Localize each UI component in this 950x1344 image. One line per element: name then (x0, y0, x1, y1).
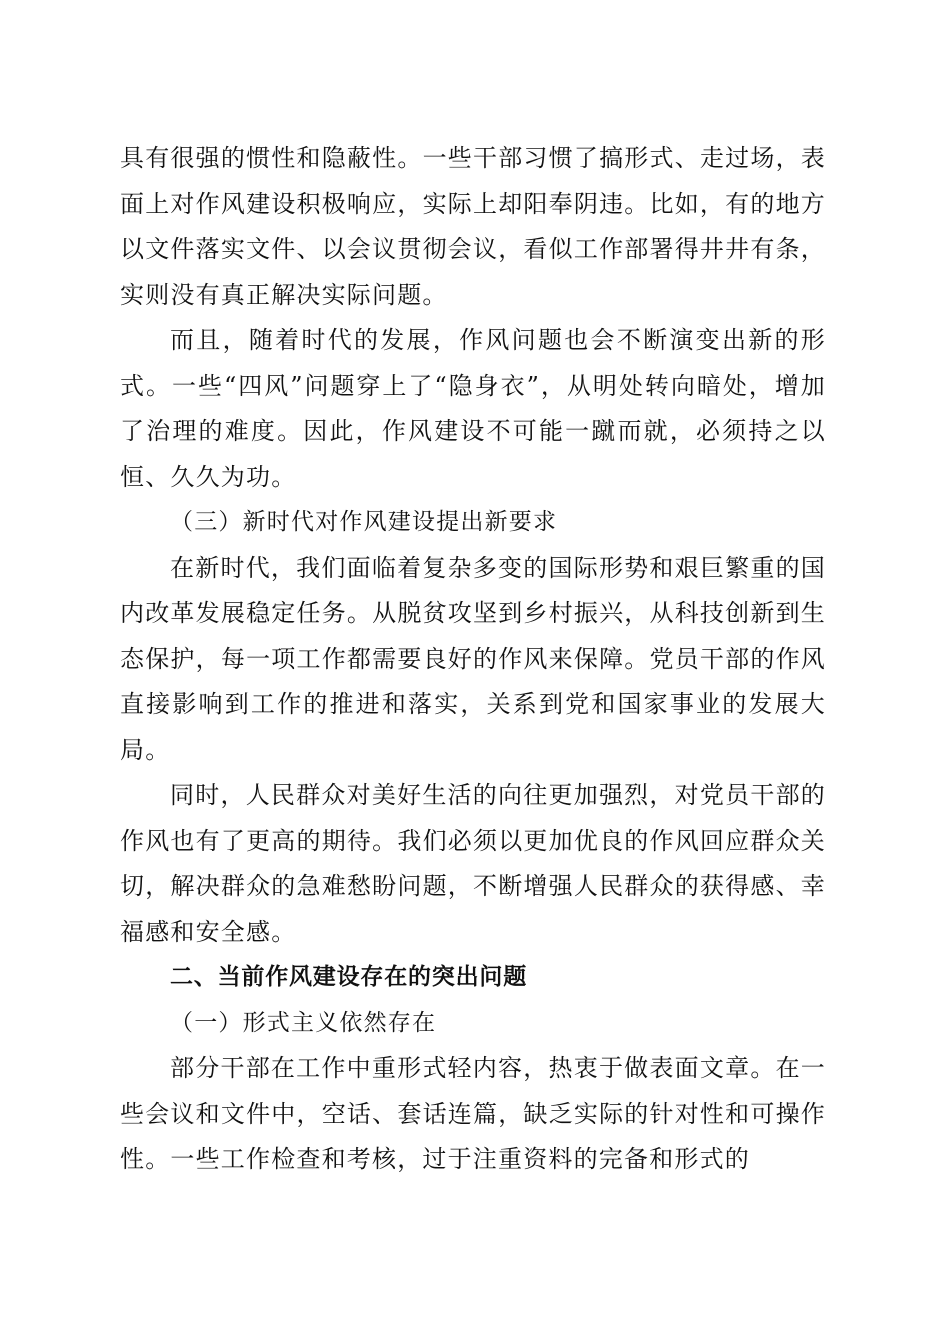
paragraph: 在新时代，我们面临着复杂多变的国际形势和艰巨繁重的国内改革发展稳定任务。从脱贫攻坚到乡村振兴，从科技创新到生态保护，每一项工作都需要良好的作风来保障。党员干部的作风直接影响到工作的推进和落实，关系到党和国家事业的发展大局。 (120, 553, 826, 764)
section-subheading: （一）形式主义依然存在 (170, 1009, 437, 1036)
section-subheading: （三）新时代对作风建设提出新要求 (170, 509, 558, 535)
paragraph-continued: 具有很强的惯性和隐蔽性。一些干部习惯了搞形式、走过场，表面上对作风建设积极响应，实际上却阳奉阴违。比如，有的地方以文件落实文件、以会议贯彻会议，看似工作部署得井井有条，实则没有真正解决实际问题。 (120, 144, 826, 309)
paragraph: 部分干部在工作中重形式轻内容，热衷于做表面文章。在一些会议和文件中，空话、套话连篇，缺乏实际的针对性和可操作性。一些工作检查和考核，过于注重资料的完备和形式的 (120, 1054, 826, 1173)
section-heading: 二、当前作风建设存在的突出问题 (170, 964, 527, 990)
document-body (120, 136, 826, 1183)
paragraph: 而且，随着时代的发展，作风问题也会不断演变出新的形式。一些“四风”问题穿上了“隐身衣”，从明处转向暗处，增加了治理的难度。因此，作风建设不可能一蹴而就，必须持之以恒、久久为功。 (120, 326, 826, 491)
paragraph: 同时，人民群众对美好生活的向往更加强烈，对党员干部的作风也有了更高的期待。我们必须以更加优良的作风回应群众关切，解决群众的急难愁盼问题，不断增强人民群众的获得感、幸福感和安全感。 (120, 781, 826, 946)
